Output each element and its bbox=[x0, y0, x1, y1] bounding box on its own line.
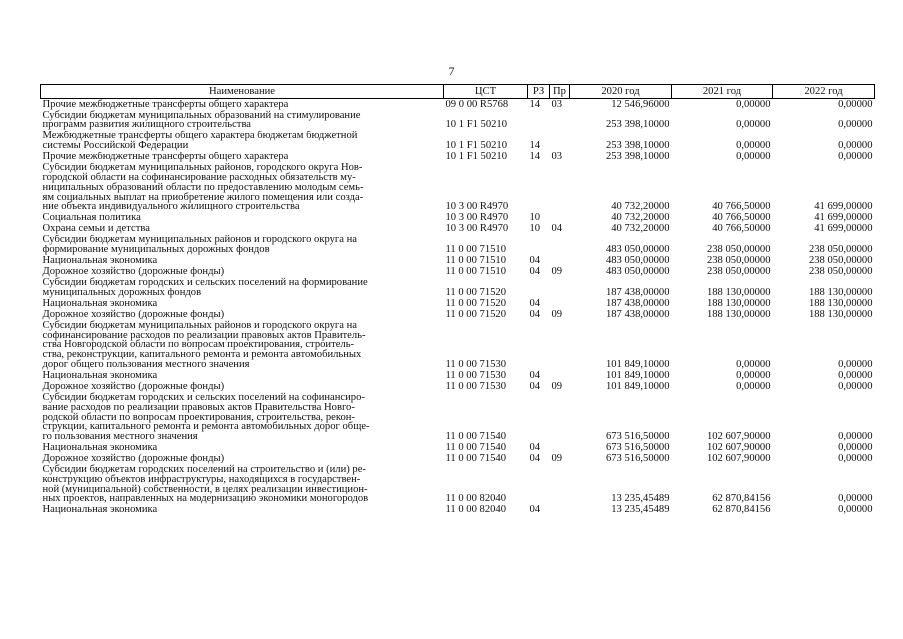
cell-rz: 04 bbox=[529, 370, 541, 381]
cell-cst: 11 0 00 71520 bbox=[445, 309, 507, 320]
table-row bbox=[41, 152, 875, 163]
cell-rz bbox=[528, 110, 550, 131]
cell-name: Национальная экономика bbox=[42, 370, 158, 381]
cell-y2020: 253 398,10000 bbox=[605, 119, 670, 131]
cell-rz: 04 bbox=[529, 255, 541, 267]
cell-y2022: 41 699,00000 bbox=[814, 212, 873, 224]
cell-rz: 04 bbox=[529, 266, 541, 278]
cell-rz bbox=[528, 320, 550, 370]
cell-pr bbox=[550, 163, 570, 213]
cell-name: Межбюджетные трансферты общего характера бюджетам бюджетной системы Российской Федерации bbox=[42, 130, 358, 152]
cell-name: Субсидии бюджетам муниципальных районов и городского округа на формирование муниципальных дорожных фондов bbox=[42, 234, 357, 256]
cell-cst: 11 0 00 71520 bbox=[445, 286, 507, 298]
cell-y2022: 188 130,00000 bbox=[808, 298, 873, 309]
cell-y2021: 188 130,00000 bbox=[706, 298, 771, 309]
cell-rz: 10 bbox=[529, 212, 541, 224]
cell-name: Субсидии бюджетам муниципальных районов, городского округа Нов- городской области на софинансирование расходных обязательств му- ниципальных образований области по предоставлению молодым семь- ям социальных выплат на приобретение жилого помещения или созда- ние объекта индивидуального жилищного строительства bbox=[42, 162, 364, 213]
cell-name: Прочие межбюджетные трансферты общего характера bbox=[42, 151, 289, 163]
cell-rz: 14 bbox=[529, 98, 541, 110]
cell-pr bbox=[550, 392, 570, 442]
cell-pr bbox=[550, 464, 570, 504]
cell-cst: 11 0 00 71540 bbox=[445, 453, 507, 465]
cell-y2020: 673 516,50000 bbox=[605, 431, 670, 443]
cell-pr: 04 bbox=[551, 223, 563, 235]
cell-cst: 11 0 00 71540 bbox=[445, 431, 507, 443]
cell-cst: 11 0 00 71530 bbox=[445, 370, 507, 381]
cell-y2020: 253 398,10000 bbox=[605, 140, 670, 152]
cell-name: Субсидии бюджетам городских и сельских поселений на софинансиро- вание расходов по реализации правовых актов Правительства Новго- родской области по вопросам проектирования, строительства, рекон- струкции, капитального ремонта и ремонта автомобильных дорог обще- го пользования местного значения bbox=[42, 392, 370, 443]
cell-y2022: 41 699,00000 bbox=[814, 201, 873, 213]
cell-y2022: 0,00000 bbox=[838, 504, 873, 516]
cell-name: Субсидии бюджетам городских поселений на строительство и (или) ре- конструкцию объектов инфраструктуры, находящихся в государствен- ной (муниципальной) собственности, в целях реализации инвестицион- ных проектов, направленных на модернизацию экономики моногородов bbox=[42, 464, 369, 505]
cell-y2022: 188 130,00000 bbox=[808, 309, 873, 320]
cell-y2022: 0,00000 bbox=[838, 431, 873, 443]
cell-y2021: 188 130,00000 bbox=[706, 309, 771, 320]
cell-y2021: 238 050,00000 bbox=[706, 266, 771, 278]
cell-y2020: 101 849,10000 bbox=[605, 370, 670, 381]
cell-pr bbox=[550, 110, 570, 131]
cell-y2022: 0,00000 bbox=[838, 140, 873, 152]
cell-pr: 03 bbox=[551, 98, 563, 110]
cell-y2020: 101 849,10000 bbox=[605, 381, 670, 392]
cell-pr: 09 bbox=[551, 266, 563, 278]
cell-rz: 14 bbox=[529, 151, 541, 163]
cell-y2021: 0,00000 bbox=[736, 98, 771, 110]
cell-rz bbox=[528, 464, 550, 504]
cell-rz: 04 bbox=[529, 309, 541, 320]
table-row bbox=[41, 213, 875, 224]
cell-y2022: 0,00000 bbox=[838, 370, 873, 381]
cell-name: Охрана семьи и детства bbox=[42, 223, 150, 235]
column-header-2022: 2022 год bbox=[773, 85, 875, 99]
cell-name: Социальная политика bbox=[42, 212, 141, 224]
cell-y2021: 102 607,90000 bbox=[706, 431, 771, 443]
table-row bbox=[41, 131, 875, 152]
cell-y2022: 188 130,00000 bbox=[808, 286, 873, 298]
cell-y2022: 0,00000 bbox=[838, 358, 873, 370]
cell-y2022: 238 050,00000 bbox=[808, 266, 873, 278]
cell-cst: 11 0 00 71510 bbox=[445, 266, 507, 278]
cell-name: Национальная экономика bbox=[42, 442, 158, 454]
cell-y2020: 187 438,00000 bbox=[605, 298, 670, 309]
cell-name: Субсидии бюджетам муниципальных образований на стимулирование программ развития жилищного строительства bbox=[42, 109, 361, 131]
cell-cst: 11 0 00 71530 bbox=[445, 381, 507, 392]
cell-name: Дорожное хозяйство (дорожные фонды) bbox=[42, 381, 225, 392]
cell-name: Субсидии бюджетам муниципальных районов и городского округа на софинансирование расходов по реализации правовых актов Правитель- ства Новгородской области по вопросам проектирования, строитель- ства, реконструкции, капитального ремонта и ремонта автомобильных дорог общего пользования местного значения bbox=[42, 320, 366, 370]
cell-y2021: 0,00000 bbox=[736, 140, 771, 152]
column-header-2020: 2020 год bbox=[570, 85, 672, 99]
cell-y2021: 238 050,00000 bbox=[706, 255, 771, 267]
cell-y2021: 102 607,90000 bbox=[706, 453, 771, 465]
column-header-name: Наименование bbox=[41, 85, 444, 99]
cell-pr bbox=[550, 235, 570, 256]
cell-y2020: 40 732,20000 bbox=[611, 223, 670, 235]
table-row bbox=[41, 392, 875, 442]
cell-y2021: 0,00000 bbox=[736, 358, 771, 370]
cell-name: Дорожное хозяйство (дорожные фонды) bbox=[42, 453, 225, 465]
cell-cst: 10 1 F1 50210 bbox=[445, 140, 508, 152]
cell-rz bbox=[528, 392, 550, 442]
cell-rz: 04 bbox=[529, 504, 541, 516]
table-row bbox=[41, 110, 875, 131]
cell-y2020: 253 398,10000 bbox=[605, 151, 670, 163]
budget-table bbox=[40, 84, 875, 516]
column-header-pr: Пр bbox=[550, 85, 570, 99]
cell-cst: 10 1 F1 50210 bbox=[445, 119, 508, 131]
cell-y2022: 0,00000 bbox=[838, 98, 873, 110]
table-row bbox=[41, 255, 875, 266]
page-number: 7 bbox=[448, 64, 455, 78]
table-row bbox=[41, 224, 875, 235]
cell-name: Прочие межбюджетные трансферты общего характера bbox=[42, 98, 289, 110]
table-row bbox=[41, 163, 875, 213]
cell-y2021: 102 607,90000 bbox=[706, 442, 771, 454]
cell-cst: 10 3 00 R4970 bbox=[445, 212, 509, 224]
cell-cst: 11 0 00 71520 bbox=[445, 298, 507, 309]
cell-y2022: 238 050,00000 bbox=[808, 255, 873, 267]
cell-cst: 11 0 00 71530 bbox=[445, 358, 507, 370]
cell-y2021: 40 766,50000 bbox=[712, 201, 771, 213]
cell-rz bbox=[528, 163, 550, 213]
table-row bbox=[41, 277, 875, 298]
table-row bbox=[41, 266, 875, 277]
cell-y2022: 238 050,00000 bbox=[808, 244, 873, 256]
cell-y2020: 483 050,00000 bbox=[605, 244, 670, 256]
cell-y2021: 188 130,00000 bbox=[706, 286, 771, 298]
cell-rz: 04 bbox=[529, 453, 541, 465]
cell-cst: 10 3 00 R4970 bbox=[445, 201, 509, 213]
cell-y2022: 0,00000 bbox=[838, 151, 873, 163]
cell-name: Субсидии бюджетам городских и сельских поселений на формирование муниципальных дорожных фондов bbox=[42, 277, 368, 298]
cell-y2020: 13 235,45489 bbox=[611, 504, 670, 516]
cell-rz bbox=[528, 277, 550, 298]
cell-pr bbox=[550, 298, 570, 309]
cell-y2020: 187 438,00000 bbox=[605, 309, 670, 320]
table-row bbox=[41, 464, 875, 504]
table-row bbox=[41, 309, 875, 320]
cell-cst: 10 3 00 R4970 bbox=[445, 223, 509, 235]
cell-y2020: 101 849,10000 bbox=[605, 358, 670, 370]
cell-y2021: 0,00000 bbox=[736, 151, 771, 163]
cell-rz: 04 bbox=[529, 298, 541, 309]
cell-y2020: 483 050,00000 bbox=[605, 255, 670, 267]
cell-pr: 03 bbox=[551, 151, 563, 163]
cell-pr bbox=[550, 442, 570, 453]
cell-cst: 11 0 00 71540 bbox=[445, 442, 507, 454]
cell-cst: 11 0 00 71510 bbox=[445, 255, 507, 267]
cell-pr: 09 bbox=[551, 381, 563, 392]
cell-name: Национальная экономика bbox=[42, 298, 158, 309]
table-row bbox=[41, 442, 875, 453]
column-header-cst: ЦСТ bbox=[444, 85, 528, 99]
cell-y2021: 40 766,50000 bbox=[712, 212, 771, 224]
table-header-row bbox=[41, 85, 875, 99]
cell-y2020: 483 050,00000 bbox=[605, 266, 670, 278]
cell-pr bbox=[550, 131, 570, 152]
cell-y2020: 13 235,45489 bbox=[611, 493, 670, 505]
cell-cst: 10 1 F1 50210 bbox=[445, 151, 508, 163]
cell-y2020: 673 516,50000 bbox=[605, 442, 670, 454]
cell-y2022: 0,00000 bbox=[838, 381, 873, 392]
cell-pr bbox=[550, 320, 570, 370]
cell-name: Дорожное хозяйство (дорожные фонды) bbox=[42, 309, 225, 320]
cell-pr bbox=[550, 505, 570, 516]
cell-y2020: 12 546,96000 bbox=[611, 98, 670, 110]
cell-y2020: 40 732,20000 bbox=[611, 201, 670, 213]
cell-rz: 10 bbox=[529, 223, 541, 235]
cell-cst: 09 0 00 R5768 bbox=[445, 98, 509, 110]
table-row bbox=[41, 298, 875, 309]
cell-y2022: 41 699,00000 bbox=[814, 223, 873, 235]
column-header-rz: РЗ bbox=[528, 85, 550, 99]
cell-y2021: 238 050,00000 bbox=[706, 244, 771, 256]
cell-rz: 14 bbox=[529, 140, 541, 152]
table-row bbox=[41, 453, 875, 464]
cell-y2021: 0,00000 bbox=[736, 381, 771, 392]
cell-y2022: 0,00000 bbox=[838, 453, 873, 465]
table-body bbox=[41, 99, 875, 516]
cell-y2022: 0,00000 bbox=[838, 119, 873, 131]
cell-cst: 11 0 00 71510 bbox=[445, 244, 507, 256]
table-row bbox=[41, 99, 875, 110]
cell-name: Дорожное хозяйство (дорожные фонды) bbox=[42, 266, 225, 278]
table-row bbox=[41, 370, 875, 381]
table-row bbox=[41, 381, 875, 392]
cell-pr bbox=[550, 370, 570, 381]
cell-pr bbox=[550, 213, 570, 224]
cell-pr bbox=[550, 255, 570, 266]
column-header-2021: 2021 год bbox=[672, 85, 773, 99]
table-row bbox=[41, 320, 875, 370]
cell-y2022: 0,00000 bbox=[838, 442, 873, 454]
cell-y2021: 0,00000 bbox=[736, 119, 771, 131]
cell-cst: 11 0 00 82040 bbox=[445, 504, 507, 516]
cell-y2021: 62 870,84156 bbox=[712, 493, 771, 505]
table-row bbox=[41, 505, 875, 516]
cell-name: Национальная экономика bbox=[42, 504, 158, 516]
cell-y2021: 62 870,84156 bbox=[712, 504, 771, 516]
cell-cst: 11 0 00 82040 bbox=[445, 493, 507, 505]
table-row bbox=[41, 235, 875, 256]
cell-pr: 09 bbox=[551, 309, 563, 320]
cell-y2020: 673 516,50000 bbox=[605, 453, 670, 465]
cell-y2022: 0,00000 bbox=[838, 493, 873, 505]
cell-y2020: 40 732,20000 bbox=[611, 212, 670, 224]
cell-rz: 04 bbox=[529, 381, 541, 392]
cell-rz bbox=[528, 235, 550, 256]
cell-rz: 04 bbox=[529, 442, 541, 454]
cell-pr: 09 bbox=[551, 453, 563, 465]
cell-y2021: 40 766,50000 bbox=[712, 223, 771, 235]
cell-y2021: 0,00000 bbox=[736, 370, 771, 381]
cell-name: Национальная экономика bbox=[42, 255, 158, 267]
cell-pr bbox=[550, 277, 570, 298]
cell-y2020: 187 438,00000 bbox=[605, 286, 670, 298]
